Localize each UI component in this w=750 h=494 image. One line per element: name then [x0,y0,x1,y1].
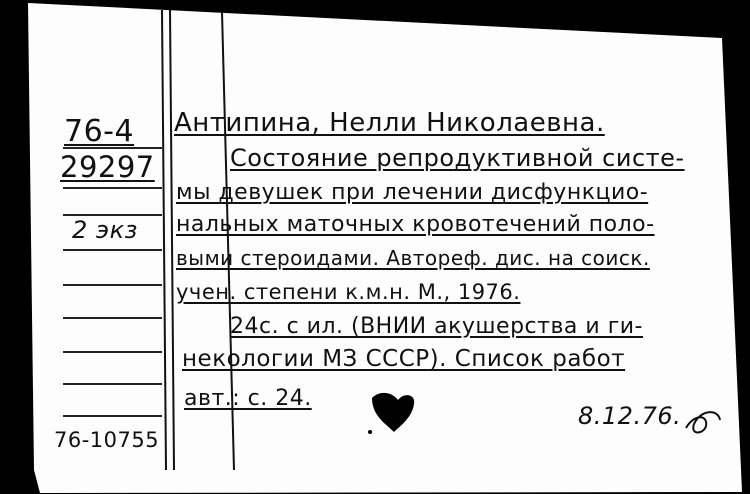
body-line-6: учен. степени к.м.н. М., 1976. [176,280,521,304]
body-line-2: Состояние репродуктивной систе- [230,144,685,172]
body-line-9: авт.: с. 24. [184,386,312,411]
body-line-4: нальных маточных кровотечений поло- [176,212,655,237]
body-line-3: мы девушек при лечении дисфункцио- [176,180,649,205]
catalog-date: 8.12.76. [578,402,682,430]
shelf-mark: 76-4 [64,114,135,149]
author-line: Антипина, Нелли Николаевна. [174,108,605,138]
body-line-8: некологии МЗ СССР). Список работ [182,346,626,372]
body-line-7: 24с. с ил. (ВНИИ акушерства и ги- [230,314,643,339]
body-line-5: выми стероидами. Автореф. дис. на соиск. [176,246,650,270]
ink-speck [368,430,372,434]
inventory-number: 29297 [60,150,155,184]
accession-number: 76-10755 [54,428,160,452]
copies-count: 2 экз [72,216,138,244]
